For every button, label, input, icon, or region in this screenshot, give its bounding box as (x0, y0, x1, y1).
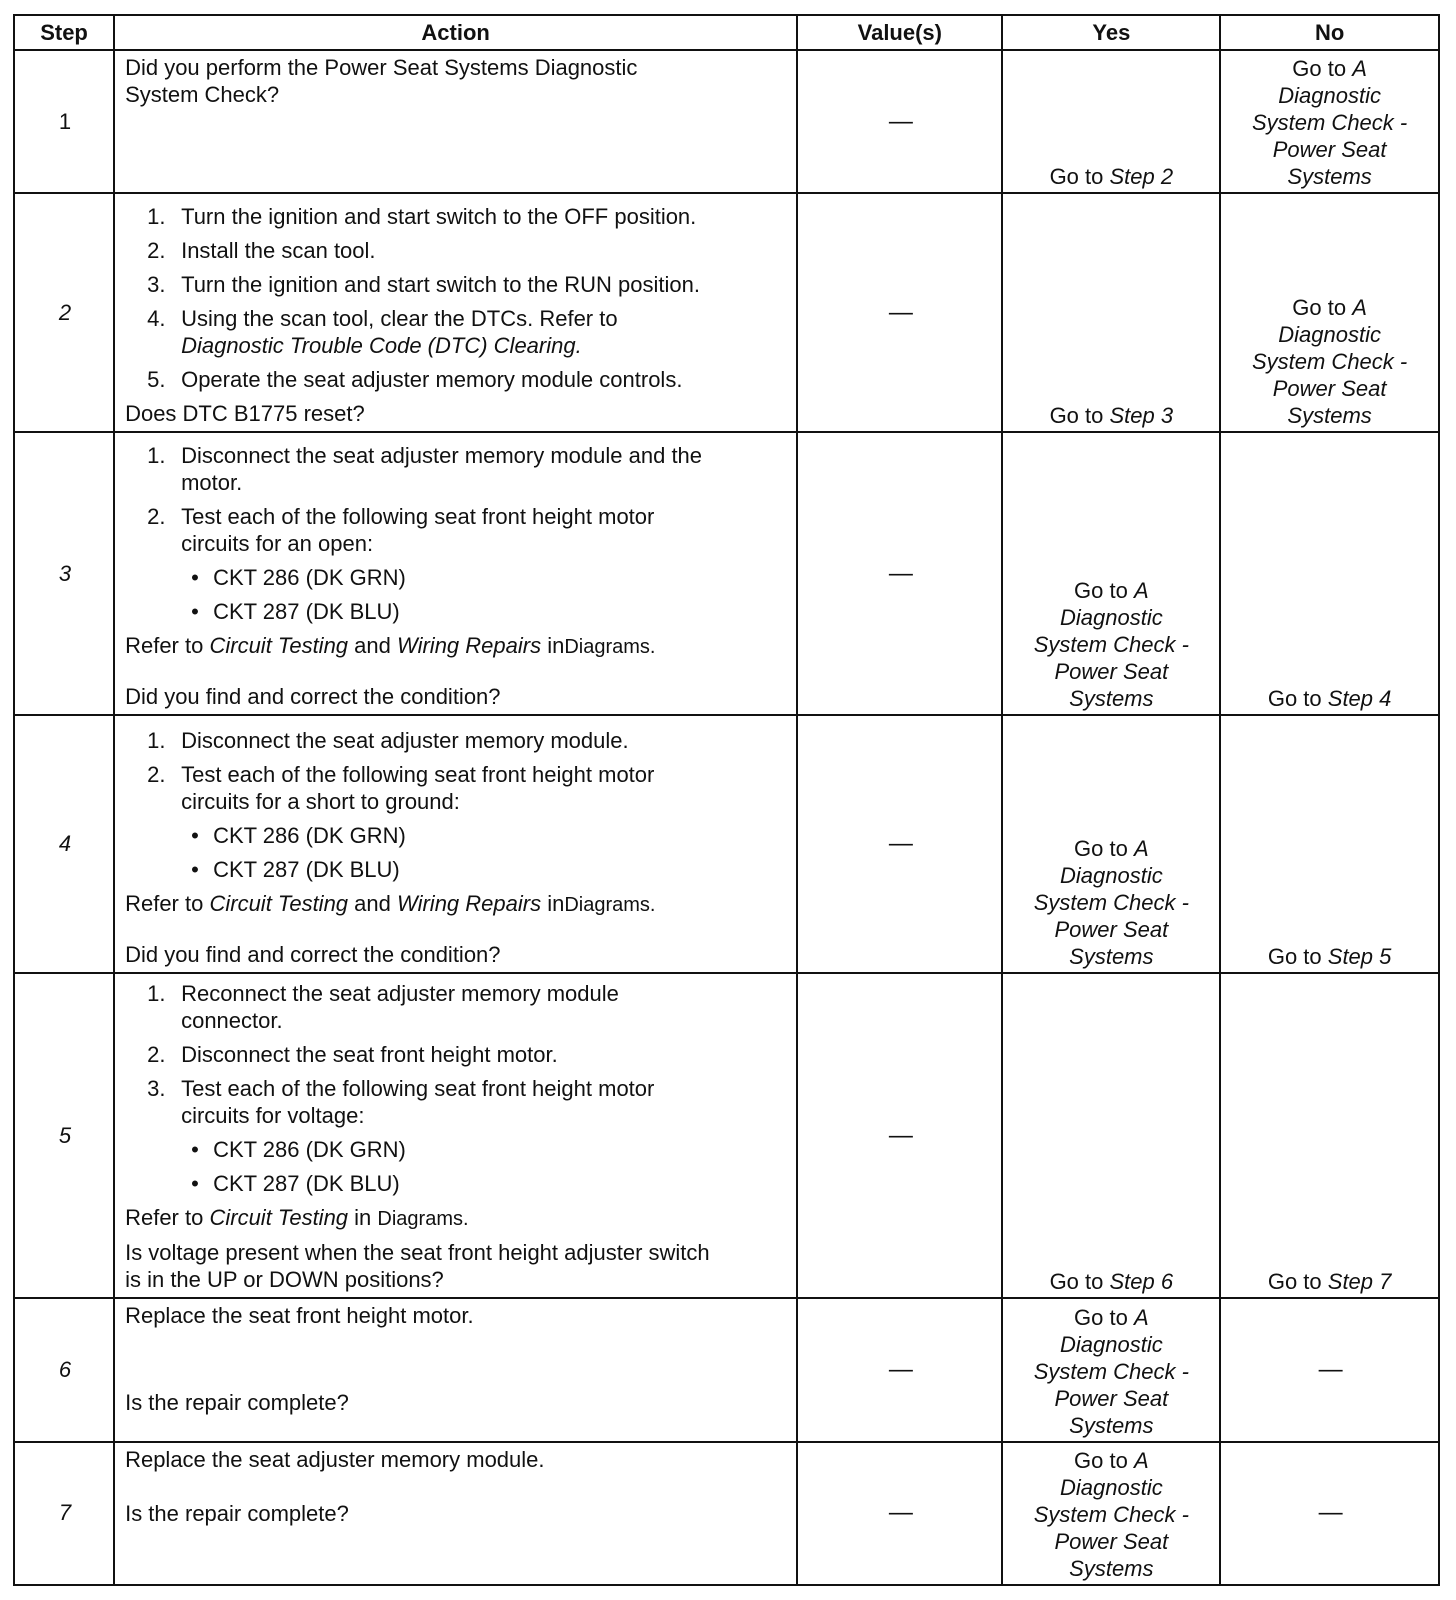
yes-cell (1002, 193, 1220, 431)
value-cell: — (797, 1442, 1002, 1585)
yes-cell (1002, 715, 1220, 973)
header-no: No (1220, 15, 1439, 50)
value-cell: — (797, 715, 1002, 973)
table-row (14, 1442, 1439, 1585)
action-cell (114, 50, 797, 193)
go-to-target: Step 7 (1327, 1269, 1392, 1295)
no-cell: — (1220, 1298, 1439, 1441)
no-cell (1220, 193, 1439, 431)
action-cell (114, 432, 797, 716)
header-yes: Yes (1002, 15, 1220, 50)
go-to-text: Go to (1267, 1269, 1322, 1295)
list-item: • CKT 286 (DK GRN) (191, 823, 406, 848)
table-row (14, 50, 1439, 193)
yes-cell (1002, 1298, 1220, 1441)
diagnostic-table (13, 14, 1440, 1586)
diag-ref-line3: System Check - (1033, 1502, 1189, 1527)
diag-ref-line3: System Check - (1251, 110, 1408, 136)
header-action: Action (114, 15, 797, 50)
header-values: Value(s) (797, 15, 1002, 50)
diag-ref-line2: Diagnostic (1059, 863, 1163, 888)
diag-ref-a: A (1352, 56, 1367, 82)
value-cell: — (797, 50, 1002, 193)
table-row (14, 1298, 1439, 1441)
diag-ref-line5: Systems (1287, 164, 1372, 190)
yes-cell (1002, 973, 1220, 1298)
action-cell (114, 193, 797, 431)
go-to-text: Go to (1074, 836, 1128, 861)
step-number: 1 (14, 50, 114, 193)
refer-line: Refer to Circuit Testing and Wiring Repairs inDiagrams. (125, 891, 656, 916)
action-text: Did you perform the Power Seat Systems Diagnostic System Check? (125, 55, 638, 107)
diag-ref-line4: Power Seat (1054, 659, 1169, 685)
action-question: Is the repair complete? (125, 1500, 349, 1526)
diag-ref-line4: Power Seat (1272, 375, 1387, 401)
no-cell (1220, 715, 1439, 973)
list-item: 1. Reconnect the seat adjuster memory module connector. (147, 981, 619, 1034)
list-item: 1. Disconnect the seat adjuster memory module. (147, 728, 629, 753)
no-cell (1220, 50, 1439, 193)
diag-ref-line4: Power Seat (1272, 137, 1387, 163)
action-text: Replace the seat front height motor. (125, 1303, 474, 1329)
action-question: Is the repair complete? (125, 1390, 349, 1416)
action-question: Is voltage present when the seat front height adjuster switch is in the UP or DOWN positions? (125, 1240, 710, 1293)
diag-ref-line5: Systems (1069, 686, 1154, 712)
list-item: • CKT 287 (DK BLU) (191, 599, 400, 625)
yes-cell (1002, 50, 1220, 193)
list-item: 4. Using the scan tool, clear the DTCs. Refer to Diagnostic Trouble Code (DTC) Clearing. (147, 305, 618, 358)
diag-ref-line3: System Check - (1033, 890, 1189, 915)
step-number: 5 (14, 973, 114, 1298)
action-question: Did you find and correct the condition? (125, 942, 501, 967)
diag-ref-line2: Diagnostic (1059, 1475, 1163, 1500)
diag-ref-line4: Power Seat (1054, 1385, 1169, 1411)
action-cell (114, 1298, 797, 1441)
go-to-text: Go to (1292, 56, 1347, 82)
yes-cell (1002, 432, 1220, 716)
diag-ref-line5: Systems (1287, 402, 1372, 428)
go-to-text: Go to (1074, 1448, 1128, 1473)
no-cell: — (1220, 1442, 1439, 1585)
diag-ref-line2: Diagnostic (1059, 1331, 1163, 1357)
go-to-text: Go to (1292, 294, 1347, 320)
diag-ref-line5: Systems (1069, 1556, 1154, 1581)
list-item: 1. Disconnect the seat adjuster memory module and the motor. (147, 443, 703, 496)
table-row (14, 432, 1439, 716)
list-item: 3. Test each of the following seat front height motor circuits for voltage: (147, 1076, 655, 1129)
step-number: 2 (14, 193, 114, 431)
diag-ref-line4: Power Seat (1054, 1529, 1169, 1554)
step-number: 7 (14, 1442, 114, 1585)
go-to-target: Step 5 (1327, 944, 1392, 969)
action-text: Replace the seat adjuster memory module. (125, 1446, 545, 1472)
dtc-clearing-ref: Diagnostic Trouble Code (DTC) Clearing. (181, 332, 582, 358)
action-cell (114, 715, 797, 973)
go-to-text: Go to (1049, 164, 1104, 190)
list-item: 1. Turn the ignition and start switch to the OFF position. (147, 203, 697, 229)
header-step: Step (14, 15, 114, 50)
header-row (14, 15, 1439, 50)
action-question: Does DTC B1775 reset? (125, 400, 365, 426)
diag-ref-a: A (1133, 1304, 1149, 1330)
list-item: • CKT 287 (DK BLU) (191, 857, 400, 882)
table-row (14, 193, 1439, 431)
go-to-target: Step 6 (1109, 1269, 1174, 1295)
no-cell (1220, 973, 1439, 1298)
refer-line: Refer to Circuit Testing and Wiring Repairs inDiagrams. (125, 633, 656, 659)
go-to-target: Step 4 (1327, 686, 1392, 712)
no-cell (1220, 432, 1439, 716)
diag-ref-line2: Diagnostic (1278, 83, 1381, 109)
go-to-text: Go to (1049, 402, 1104, 428)
list-item: 2. Disconnect the seat front height motor. (147, 1042, 558, 1068)
value-cell: — (797, 973, 1002, 1298)
diag-ref-line5: Systems (1069, 944, 1154, 969)
diag-ref-a: A (1352, 294, 1367, 320)
list-item: 3. Turn the ignition and start switch to the RUN position. (147, 271, 700, 297)
table-row (14, 715, 1439, 973)
list-item: • CKT 287 (DK BLU) (191, 1171, 400, 1197)
go-to-text: Go to (1267, 944, 1322, 969)
diag-ref-line3: System Check - (1251, 348, 1408, 374)
diag-ref-line3: System Check - (1033, 632, 1189, 658)
go-to-text: Go to (1074, 578, 1128, 604)
diag-ref-line4: Power Seat (1054, 917, 1169, 942)
yes-cell (1002, 1442, 1220, 1585)
step-number: 6 (14, 1298, 114, 1441)
go-to-text: Go to (1074, 1304, 1128, 1330)
list-item: 5. Operate the seat adjuster memory module controls. (147, 366, 683, 392)
list-item: 2. Test each of the following seat front height motor circuits for an open: (147, 504, 655, 557)
list-item: • CKT 286 (DK GRN) (191, 1137, 406, 1163)
action-cell (114, 973, 797, 1298)
diag-ref-a: A (1133, 578, 1149, 604)
diag-ref-a: A (1133, 1448, 1149, 1473)
diag-ref-line3: System Check - (1033, 1358, 1189, 1384)
diag-ref-a: A (1133, 836, 1149, 861)
value-cell: — (797, 193, 1002, 431)
action-cell (114, 1442, 797, 1585)
diag-ref-line5: Systems (1069, 1412, 1154, 1438)
go-to-target: Step 2 (1109, 164, 1174, 190)
value-cell: — (797, 432, 1002, 716)
step-number: 4 (14, 715, 114, 973)
go-to-target: Step 3 (1109, 402, 1174, 428)
list-item: 2. Test each of the following seat front height motor circuits for a short to ground: (147, 762, 655, 814)
diagnostic-table-sheet (13, 14, 1440, 1586)
go-to-text: Go to (1049, 1269, 1104, 1295)
list-item: • CKT 286 (DK GRN) (191, 565, 406, 591)
step-number: 3 (14, 432, 114, 716)
action-question: Did you find and correct the condition? (125, 684, 501, 710)
list-item: 2. Install the scan tool. (147, 237, 376, 263)
go-to-text: Go to (1267, 686, 1322, 712)
diag-ref-line2: Diagnostic (1278, 321, 1381, 347)
table-row (14, 973, 1439, 1298)
value-cell: — (797, 1298, 1002, 1441)
diag-ref-line2: Diagnostic (1059, 605, 1163, 631)
refer-line: Refer to Circuit Testing in Diagrams. (125, 1205, 469, 1231)
